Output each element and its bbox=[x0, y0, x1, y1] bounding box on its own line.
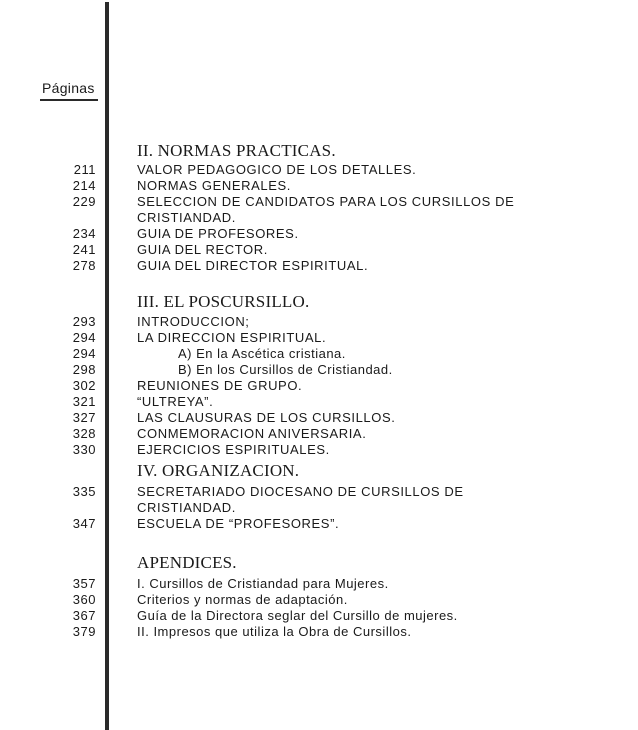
page-number: 328 bbox=[72, 426, 96, 441]
toc-entry: GUIA DEL RECTOR. bbox=[137, 242, 268, 257]
section-title: APENDICES. bbox=[137, 553, 237, 572]
page-number: 360 bbox=[72, 592, 96, 607]
section-title: II. NORMAS PRACTICAS. bbox=[137, 141, 336, 160]
toc-entry: Guía de la Directora seglar del Cursillo de mujeres. bbox=[137, 608, 458, 623]
page-number: 294 bbox=[72, 346, 96, 361]
toc-entry: II. Impresos que utiliza la Obra de Cursillos. bbox=[137, 624, 412, 639]
page-number: 234 bbox=[72, 226, 96, 241]
toc-entry: Criterios y normas de adaptación. bbox=[137, 592, 348, 607]
page-number: 211 bbox=[73, 162, 96, 177]
page-number: 278 bbox=[72, 258, 96, 273]
pages-label-underline bbox=[40, 99, 98, 101]
pages-column-label: Páginas bbox=[42, 80, 95, 96]
page-number: 347 bbox=[72, 516, 96, 531]
page-number: 335 bbox=[72, 484, 96, 499]
toc-entry: B) En los Cursillos de Cristiandad. bbox=[178, 362, 393, 377]
toc-entry: GUIA DE PROFESORES. bbox=[137, 226, 299, 241]
toc-entry: CONMEMORACION ANIVERSARIA. bbox=[137, 426, 367, 441]
toc-entry: CRISTIANDAD. bbox=[137, 500, 236, 515]
page-number: 294 bbox=[72, 330, 96, 345]
page-number: 330 bbox=[72, 442, 96, 457]
section-title: III. EL POSCURSILLO. bbox=[137, 292, 310, 311]
page-number: 379 bbox=[72, 624, 96, 639]
toc-entry: VALOR PEDAGOGICO DE LOS DETALLES. bbox=[137, 162, 417, 177]
page-number: 367 bbox=[72, 608, 96, 623]
vertical-divider bbox=[105, 2, 109, 730]
page-number: 241 bbox=[72, 242, 96, 257]
toc-entry: LA DIRECCION ESPIRITUAL. bbox=[137, 330, 327, 345]
toc-entry: NORMAS GENERALES. bbox=[137, 178, 291, 193]
toc-entry: SELECCION DE CANDIDATOS PARA LOS CURSILLOS DE bbox=[137, 194, 515, 209]
page-number: 298 bbox=[72, 362, 96, 377]
page-number: 357 bbox=[72, 576, 96, 591]
toc-entry: A) En la Ascética cristiana. bbox=[178, 346, 346, 361]
toc-entry: LAS CLAUSURAS DE LOS CURSILLOS. bbox=[137, 410, 396, 425]
section-title: IV. ORGANIZACION. bbox=[137, 461, 300, 480]
toc-entry: I. Cursillos de Cristiandad para Mujeres. bbox=[137, 576, 389, 591]
page-number: 229 bbox=[72, 194, 96, 209]
page-number: 321 bbox=[72, 394, 96, 409]
toc-entry: GUIA DEL DIRECTOR ESPIRITUAL. bbox=[137, 258, 369, 273]
toc-entry: ESCUELA DE “PROFESORES”. bbox=[137, 516, 340, 531]
toc-entry: CRISTIANDAD. bbox=[137, 210, 236, 225]
page-number: 214 bbox=[72, 178, 96, 193]
toc-entry: “ULTREYA”. bbox=[137, 394, 214, 409]
page-number: 302 bbox=[72, 378, 96, 393]
page-number: 293 bbox=[72, 314, 96, 329]
page-number: 327 bbox=[72, 410, 96, 425]
toc-entry: INTRODUCCION; bbox=[137, 314, 250, 329]
toc-entry: SECRETARIADO DIOCESANO DE CURSILLOS DE bbox=[137, 484, 464, 499]
toc-entry: REUNIONES DE GRUPO. bbox=[137, 378, 303, 393]
toc-entry: EJERCICIOS ESPIRITUALES. bbox=[137, 442, 330, 457]
